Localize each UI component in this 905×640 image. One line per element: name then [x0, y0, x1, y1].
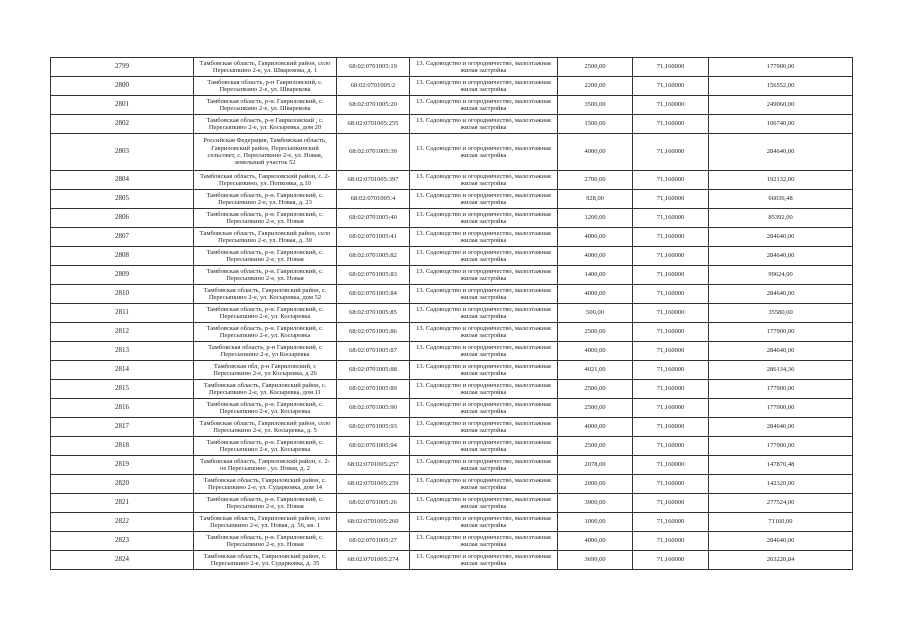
row-area: 928,00 [558, 190, 633, 209]
row-address: Тамбовская область, р-н. Гавриловский, с. Пересыпкино 2-е, ул. Новая [194, 209, 337, 228]
table-row [51, 456, 853, 475]
row-specific-value: 71,160000 [633, 494, 709, 513]
row-specific-value: 71,160000 [633, 475, 709, 494]
row-number: 2816 [51, 399, 194, 418]
row-cadastral-value: 284640,00 [709, 134, 853, 171]
table-row [51, 361, 853, 380]
row-address: Тамбовская область, Гавриловский район, село Пересыпкино 2-е, ул. Косыревка, д. 5 [194, 418, 337, 437]
table-row [51, 532, 853, 551]
row-address: Тамбовская обл, р-н Гавриловский, с Пересыпкино 2-е, ул Косыревка, д 26 [194, 361, 337, 380]
land-plot-register-table [50, 57, 853, 570]
row-number: 2801 [51, 96, 194, 115]
row-cadastral-value: 177900,00 [709, 58, 853, 77]
row-cadastral-number: 68:02:0701005:90 [337, 399, 410, 418]
row-address: Российская Федерация, Тамбовская область, Гавриловский район, Пересыпкинский сельсовет, с. Пересыпкино 2-е, ул. Новая, земельный участок 52 [194, 134, 337, 171]
row-area: 3699,00 [558, 551, 633, 570]
row-cadastral-number: 68:02:0701005:84 [337, 285, 410, 304]
table-row [51, 171, 853, 190]
row-specific-value: 71,160000 [633, 361, 709, 380]
table-row [51, 551, 853, 570]
row-land-use: 13. Садоводство и огородничество, малоэтажная жилая застройка [410, 209, 558, 228]
row-cadastral-number: 68:02:0701005:26 [337, 494, 410, 513]
row-address: Тамбовская область, Гавриловский район, с. Пересыпкино 2-е, ул. Сударковка, дом 14 [194, 475, 337, 494]
row-specific-value: 71,160000 [633, 209, 709, 228]
row-number: 2803 [51, 134, 194, 171]
row-specific-value: 71,160000 [633, 551, 709, 570]
row-cadastral-value: 286134,36 [709, 361, 853, 380]
row-cadastral-value: 263220,84 [709, 551, 853, 570]
row-cadastral-number: 68:02:0701005:274 [337, 551, 410, 570]
row-area: 1000,00 [558, 513, 633, 532]
row-land-use: 13. Садоводство и огородничество, малоэтажная жилая застройка [410, 266, 558, 285]
row-cadastral-value: 85392,00 [709, 209, 853, 228]
row-area: 4000,00 [558, 228, 633, 247]
row-specific-value: 71,160000 [633, 285, 709, 304]
row-area: 4000,00 [558, 134, 633, 171]
row-area: 2078,00 [558, 456, 633, 475]
row-number: 2824 [51, 551, 194, 570]
row-number: 2807 [51, 228, 194, 247]
row-cadastral-number: 68:02:0701005:40 [337, 209, 410, 228]
row-cadastral-number: 68:02:0701005:85 [337, 304, 410, 323]
row-cadastral-value: 192132,00 [709, 171, 853, 190]
table-row [51, 247, 853, 266]
row-specific-value: 71,160000 [633, 456, 709, 475]
row-specific-value: 71,160000 [633, 418, 709, 437]
row-cadastral-number: 68:02:0701005:255 [337, 115, 410, 134]
table-row [51, 96, 853, 115]
row-address: Тамбовская область, р-н. Гавриловский, с. Пересыпкино 2-е, ул. Новая [194, 266, 337, 285]
row-address: Тамбовская область, Гавриловский район, с. 2-ое Пересыпкино , ул. Новая, д. 2 [194, 456, 337, 475]
table-row [51, 115, 853, 134]
table-row [51, 58, 853, 77]
row-land-use: 13. Садоводство и огородничество, малоэтажная жилая застройка [410, 285, 558, 304]
row-land-use: 13. Садоводство и огородничество, малоэтажная жилая застройка [410, 494, 558, 513]
row-area: 3500,00 [558, 96, 633, 115]
row-area: 500,00 [558, 304, 633, 323]
row-land-use: 13. Садоводство и огородничество, малоэтажная жилая застройка [410, 171, 558, 190]
row-specific-value: 71,160000 [633, 304, 709, 323]
row-specific-value: 71,160000 [633, 171, 709, 190]
row-address: Тамбовская область, р-н Гавриловский, с Пересыпкино 2-е, ул Косыревка [194, 342, 337, 361]
row-specific-value: 71,160000 [633, 134, 709, 171]
row-land-use: 13. Садоводство и огородничество, малоэтажная жилая застройка [410, 228, 558, 247]
row-address: Тамбовская область, р-н. Гавриловский, с. Пересыпкино 2-е, ул. Косыревка [194, 399, 337, 418]
row-area: 4000,00 [558, 418, 633, 437]
row-specific-value: 71,160000 [633, 380, 709, 399]
row-number: 2800 [51, 77, 194, 96]
row-land-use: 13. Садоводство и огородничество, малоэтажная жилая застройка [410, 323, 558, 342]
row-cadastral-number: 68:02:0701005:93 [337, 418, 410, 437]
row-number: 2818 [51, 437, 194, 456]
table-row [51, 380, 853, 399]
table-row [51, 77, 853, 96]
row-area: 3900,00 [558, 494, 633, 513]
row-cadastral-number: 68:02:0701005:20 [337, 96, 410, 115]
row-land-use: 13. Садоводство и огородничество, малоэтажная жилая застройка [410, 304, 558, 323]
row-number: 2799 [51, 58, 194, 77]
row-cadastral-value: 99624,00 [709, 266, 853, 285]
row-number: 2822 [51, 513, 194, 532]
row-area: 2700,00 [558, 171, 633, 190]
row-specific-value: 71,160000 [633, 115, 709, 134]
row-number: 2819 [51, 456, 194, 475]
row-address: Тамбовская область, Гавриловский район, с. Пересыпкино 2-е, ул. Косыревка, дом 11 [194, 380, 337, 399]
row-address: Тамбовская область, р-н. Гавриловский, с. Пересыпкино 2-е, ул. Косыревка [194, 437, 337, 456]
row-area: 2500,00 [558, 399, 633, 418]
row-cadastral-value: 284640,00 [709, 532, 853, 551]
row-land-use: 13. Садоводство и огородничество, малоэтажная жилая застройка [410, 342, 558, 361]
row-number: 2821 [51, 494, 194, 513]
row-cadastral-number: 68:02:0701005:4 [337, 190, 410, 209]
row-land-use: 13. Садоводство и огородничество, малоэтажная жилая застройка [410, 399, 558, 418]
row-area: 2500,00 [558, 437, 633, 456]
row-cadastral-number: 68:02:0701005:257 [337, 456, 410, 475]
row-land-use: 13. Садоводство и огородничество, малоэтажная жилая застройка [410, 475, 558, 494]
row-cadastral-value: 177900,00 [709, 399, 853, 418]
row-address: Тамбовская область, р-н. Гавриловский, с. Пересыпкино 2-е, ул. Новая [194, 532, 337, 551]
row-address: Тамбовская область, р-н Гавриловский, с. Пересыпкино 2-е, ул. Шварекова [194, 77, 337, 96]
row-land-use: 13. Садоводство и огородничество, малоэтажная жилая застройка [410, 532, 558, 551]
row-cadastral-value: 284640,00 [709, 342, 853, 361]
row-land-use: 13. Садоводство и огородничество, малоэтажная жилая застройка [410, 513, 558, 532]
table-row [51, 190, 853, 209]
row-land-use: 13. Садоводство и огородничество, малоэтажная жилая застройка [410, 437, 558, 456]
row-address: Тамбовская область, Гавриловский район, село Пересыпкино 2-е, ул. Новая, д. 30 [194, 228, 337, 247]
row-address: Тамбовская область, р-н. Гавриловский, с. Пересыпкино 2-е, ул. Новая [194, 494, 337, 513]
row-cadastral-number: 68:02:0701005:83 [337, 266, 410, 285]
row-cadastral-value: 284640,00 [709, 247, 853, 266]
row-cadastral-number: 68:02:0701005:260 [337, 513, 410, 532]
row-area: 4000,00 [558, 285, 633, 304]
row-address: Тамбовская область, Гавриловский район, с. Пересыпкино 2-е, ул. Сударковка, д. 35 [194, 551, 337, 570]
row-number: 2808 [51, 247, 194, 266]
row-cadastral-value: 177900,00 [709, 323, 853, 342]
row-number: 2804 [51, 171, 194, 190]
row-address: Тамбовская область, Гавриловский район, село Пересыпкино 2-е, ул. Новая, д. 56, кв. 1 [194, 513, 337, 532]
row-land-use: 13. Садоводство и огородничество, малоэтажная жилая застройка [410, 247, 558, 266]
table-body [51, 58, 853, 570]
row-area: 1500,00 [558, 115, 633, 134]
row-address: Тамбовская область, Гавриловский район, с. Пересыпкино 2-е, ул. Косыревка, дом 52 [194, 285, 337, 304]
row-number: 2802 [51, 115, 194, 134]
row-area: 4021,00 [558, 361, 633, 380]
row-cadastral-number: 68:02:0701005:41 [337, 228, 410, 247]
row-address: Тамбовская область, р-н. Гавриловский, с. Пересыпкино 2-е, ул. Косыревка [194, 304, 337, 323]
row-cadastral-value: 284640,00 [709, 228, 853, 247]
row-number: 2809 [51, 266, 194, 285]
table-row [51, 494, 853, 513]
row-land-use: 13. Садоводство и огородничество, малоэтажная жилая застройка [410, 115, 558, 134]
row-land-use: 13. Садоводство и огородничество, малоэтажная жилая застройка [410, 456, 558, 475]
row-number: 2811 [51, 304, 194, 323]
row-cadastral-number: 68:02:0701005:27 [337, 532, 410, 551]
row-address: Тамбовская область, Гавриловский район, с. 2-Пересыпкино, ул. Попковка, д.10 [194, 171, 337, 190]
row-address: Тамбовская область, р-н. Гавриловский, с. Пересыпкино 2-е, ул. Новая [194, 247, 337, 266]
row-cadastral-number: 68:02:0701005:19 [337, 58, 410, 77]
row-specific-value: 71,160000 [633, 247, 709, 266]
row-specific-value: 71,160000 [633, 532, 709, 551]
row-land-use: 13. Садоводство и огородничество, малоэтажная жилая застройка [410, 96, 558, 115]
row-area: 1200,00 [558, 209, 633, 228]
table-row [51, 399, 853, 418]
row-address: Тамбовская область, р-н. Гавриловский, с. Пересыпкино 2-е, ул. Новая, д. 23 [194, 190, 337, 209]
row-area: 4000,00 [558, 247, 633, 266]
row-cadastral-value: 284640,00 [709, 285, 853, 304]
table-row [51, 475, 853, 494]
row-cadastral-number: 68:02:0701005:2 [337, 77, 410, 96]
row-cadastral-number: 68:02:0701005:82 [337, 247, 410, 266]
row-cadastral-value: 277524,00 [709, 494, 853, 513]
row-area: 2500,00 [558, 58, 633, 77]
row-address: Тамбовская область, р-н. Гавриловский, с. Пересыпкино 2-е, ул. Косыревка [194, 323, 337, 342]
table-row [51, 285, 853, 304]
table-row [51, 323, 853, 342]
row-land-use: 13. Садоводство и огородничество, малоэтажная жилая застройка [410, 361, 558, 380]
row-number: 2820 [51, 475, 194, 494]
row-area: 2500,00 [558, 380, 633, 399]
row-cadastral-value: 71160,00 [709, 513, 853, 532]
row-number: 2814 [51, 361, 194, 380]
row-cadastral-value: 177900,00 [709, 437, 853, 456]
row-specific-value: 71,160000 [633, 96, 709, 115]
row-address: Тамбовская область, Гавриловский район, село Пересыпкино 2-е, ул. Шварекова, д. 1 [194, 58, 337, 77]
row-area: 2500,00 [558, 323, 633, 342]
row-specific-value: 71,160000 [633, 323, 709, 342]
row-cadastral-number: 68:02:0701005:88 [337, 361, 410, 380]
row-specific-value: 71,160000 [633, 437, 709, 456]
table-row [51, 266, 853, 285]
row-area: 2200,00 [558, 77, 633, 96]
row-cadastral-number: 68:02:0701005:86 [337, 323, 410, 342]
row-area: 1400,00 [558, 266, 633, 285]
row-cadastral-number: 68:02:0701005:397 [337, 171, 410, 190]
row-number: 2812 [51, 323, 194, 342]
table-row [51, 418, 853, 437]
row-cadastral-number: 68:02:0701005:87 [337, 342, 410, 361]
row-cadastral-value: 177900,00 [709, 380, 853, 399]
row-specific-value: 71,160000 [633, 513, 709, 532]
row-land-use: 13. Садоводство и огородничество, малоэтажная жилая застройка [410, 77, 558, 96]
row-cadastral-number: 68:02:0701005:89 [337, 380, 410, 399]
row-cadastral-value: 249060,00 [709, 96, 853, 115]
row-address: Тамбовская область, р-н Гавриловский , с. Пересыпкино 2-е, ул. Косыревка, дом 20 [194, 115, 337, 134]
row-cadastral-value: 106740,00 [709, 115, 853, 134]
row-specific-value: 71,160000 [633, 58, 709, 77]
row-specific-value: 71,160000 [633, 266, 709, 285]
table-row [51, 209, 853, 228]
row-cadastral-value: 142320,00 [709, 475, 853, 494]
row-address: Тамбовская область, р-н. Гавриловский, с. Пересыпкино 2-е, ул. Шварекова [194, 96, 337, 115]
row-specific-value: 71,160000 [633, 77, 709, 96]
row-cadastral-number: 68:02:0701005:259 [337, 475, 410, 494]
row-number: 2805 [51, 190, 194, 209]
row-land-use: 13. Садоводство и огородничество, малоэтажная жилая застройка [410, 418, 558, 437]
row-number: 2810 [51, 285, 194, 304]
row-cadastral-value: 66036,48 [709, 190, 853, 209]
table-row [51, 134, 853, 171]
row-number: 2817 [51, 418, 194, 437]
row-land-use: 13. Садоводство и огородничество, малоэтажная жилая застройка [410, 134, 558, 171]
row-land-use: 13. Садоводство и огородничество, малоэтажная жилая застройка [410, 380, 558, 399]
row-specific-value: 71,160000 [633, 190, 709, 209]
row-specific-value: 71,160000 [633, 399, 709, 418]
row-land-use: 13. Садоводство и огородничество, малоэтажная жилая застройка [410, 58, 558, 77]
row-number: 2806 [51, 209, 194, 228]
row-area: 4000,00 [558, 342, 633, 361]
row-cadastral-value: 147870,48 [709, 456, 853, 475]
row-specific-value: 71,160000 [633, 228, 709, 247]
table-row [51, 437, 853, 456]
row-land-use: 13. Садоводство и огородничество, малоэтажная жилая застройка [410, 551, 558, 570]
row-area: 4000,00 [558, 532, 633, 551]
row-cadastral-value: 284640,00 [709, 418, 853, 437]
row-area: 2000,00 [558, 475, 633, 494]
row-land-use: 13. Садоводство и огородничество, малоэтажная жилая застройка [410, 190, 558, 209]
table-row [51, 304, 853, 323]
row-number: 2823 [51, 532, 194, 551]
table-row [51, 513, 853, 532]
row-cadastral-number: 68:02:0701005:94 [337, 437, 410, 456]
row-cadastral-value: 156552,00 [709, 77, 853, 96]
row-cadastral-value: 35580,00 [709, 304, 853, 323]
table-row [51, 342, 853, 361]
row-number: 2815 [51, 380, 194, 399]
row-cadastral-number: 68:02:0701005:39 [337, 134, 410, 171]
row-number: 2813 [51, 342, 194, 361]
table-row [51, 228, 853, 247]
row-specific-value: 71,160000 [633, 342, 709, 361]
